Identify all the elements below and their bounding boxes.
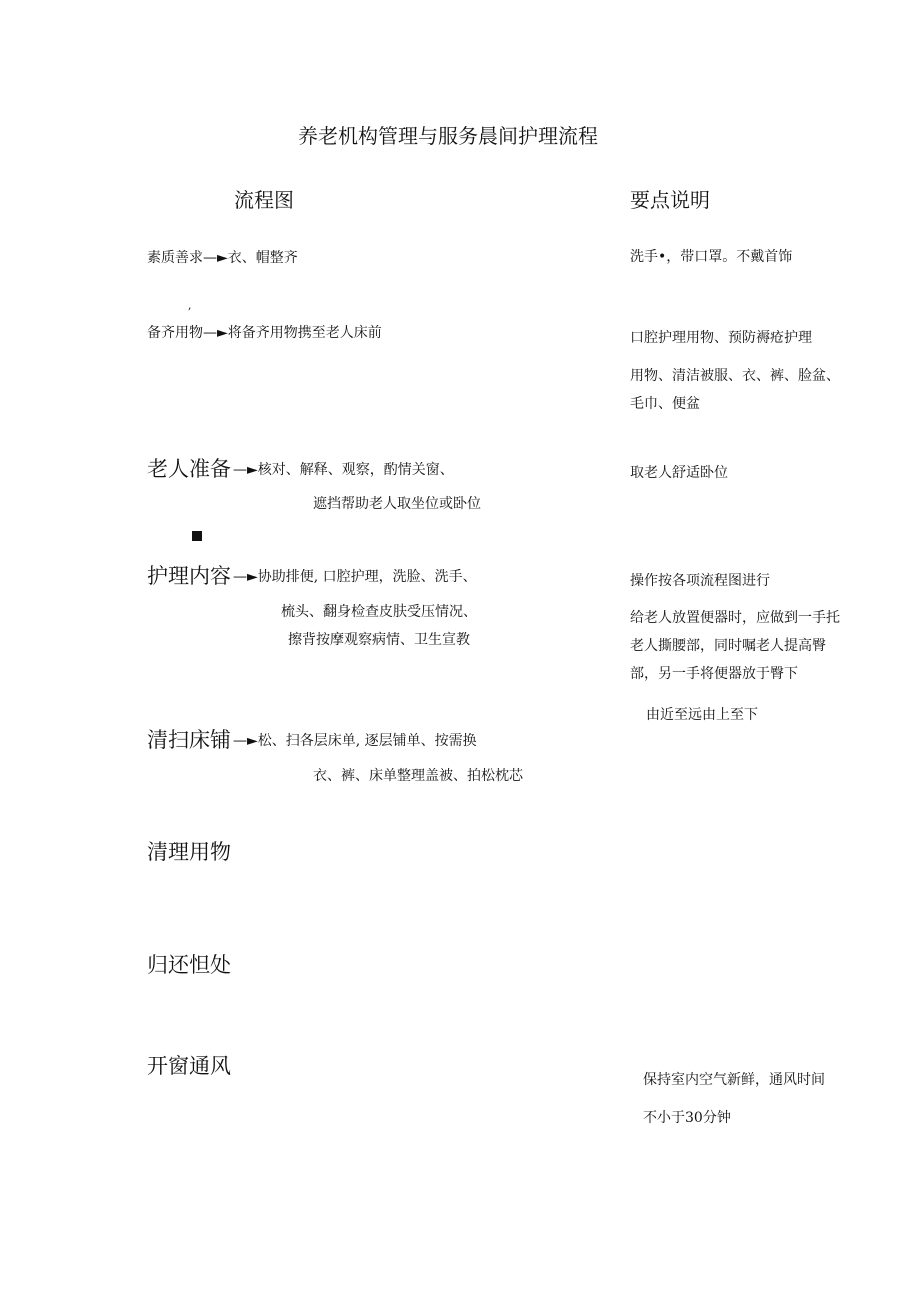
flow-step-bed-heading: 清扫床铺	[147, 728, 231, 752]
flow-step-elder-prep-heading: 老人准备	[147, 457, 231, 481]
note-bedpan-line2: 老人撕腰部，同时嘱老人提高臀	[630, 638, 826, 654]
note-order: 由近至远由上至下	[646, 707, 758, 723]
bullet-square	[192, 531, 202, 541]
flow-step-bed-text: —►松、扫各层床单, 逐层铺单、按需换	[233, 733, 477, 749]
flow-step-clean-items: 清理用物	[147, 840, 231, 864]
flow-step-quality: 素质善求—►衣、帽整齐	[147, 250, 298, 266]
page-title: 养老机构管理与服务晨间护理流程	[298, 124, 598, 148]
flow-step-prepare-items: 备齐用物—►将备齐用物携至老人床前	[147, 325, 382, 341]
flow-mark: ,	[188, 299, 192, 312]
flow-step-care-text: —►协助排便, 口腔护理，洗脸、洗手、	[233, 569, 477, 585]
note-procedure: 操作按各项流程图进行	[630, 573, 770, 589]
note-position: 取老人舒适卧位	[630, 465, 728, 481]
note-ventilation-line2: 不小于30分钟	[643, 1110, 731, 1126]
note-bedpan-line3: 部，另一手将便器放于臀下	[630, 666, 798, 682]
flow-step-care-heading: 护理内容	[147, 564, 231, 588]
flow-step-care-cont1: 梳头、翻身检查皮肤受压情况、	[281, 604, 477, 620]
note-ventilation-line1: 保持室内空气新鲜，通风时间	[643, 1072, 825, 1088]
flow-step-elder-prep-text: —►核对、解释、观察，酌情关窗、	[233, 462, 454, 478]
note-bedpan-line1: 给老人放置便器时，应做到一手托	[630, 610, 840, 626]
flow-step-care-cont2: 擦背按摩观察病情、卫生宣教	[288, 632, 470, 648]
note-items-line2: 用物、清洁被服、衣、裤、脸盆、	[630, 368, 840, 384]
flow-step-elder-prep-cont: 遮挡帮助老人取坐位或卧位	[313, 496, 481, 512]
note-items-line1: 口腔护理用物、预防褥疮护理	[630, 330, 812, 346]
flowchart-header: 流程图	[234, 188, 294, 212]
flow-step-ventilate: 开窗通风	[147, 1054, 231, 1078]
flow-step-return: 归还怛处	[147, 953, 231, 977]
notes-header: 要点说明	[630, 188, 710, 212]
note-items-line3: 毛巾、便盆	[630, 396, 700, 412]
flow-step-bed-cont: 衣、裤、床单整理盖被、拍松枕芯	[313, 768, 523, 784]
note-hand-wash: 洗手•，带口罩。不戴首饰	[630, 249, 793, 265]
